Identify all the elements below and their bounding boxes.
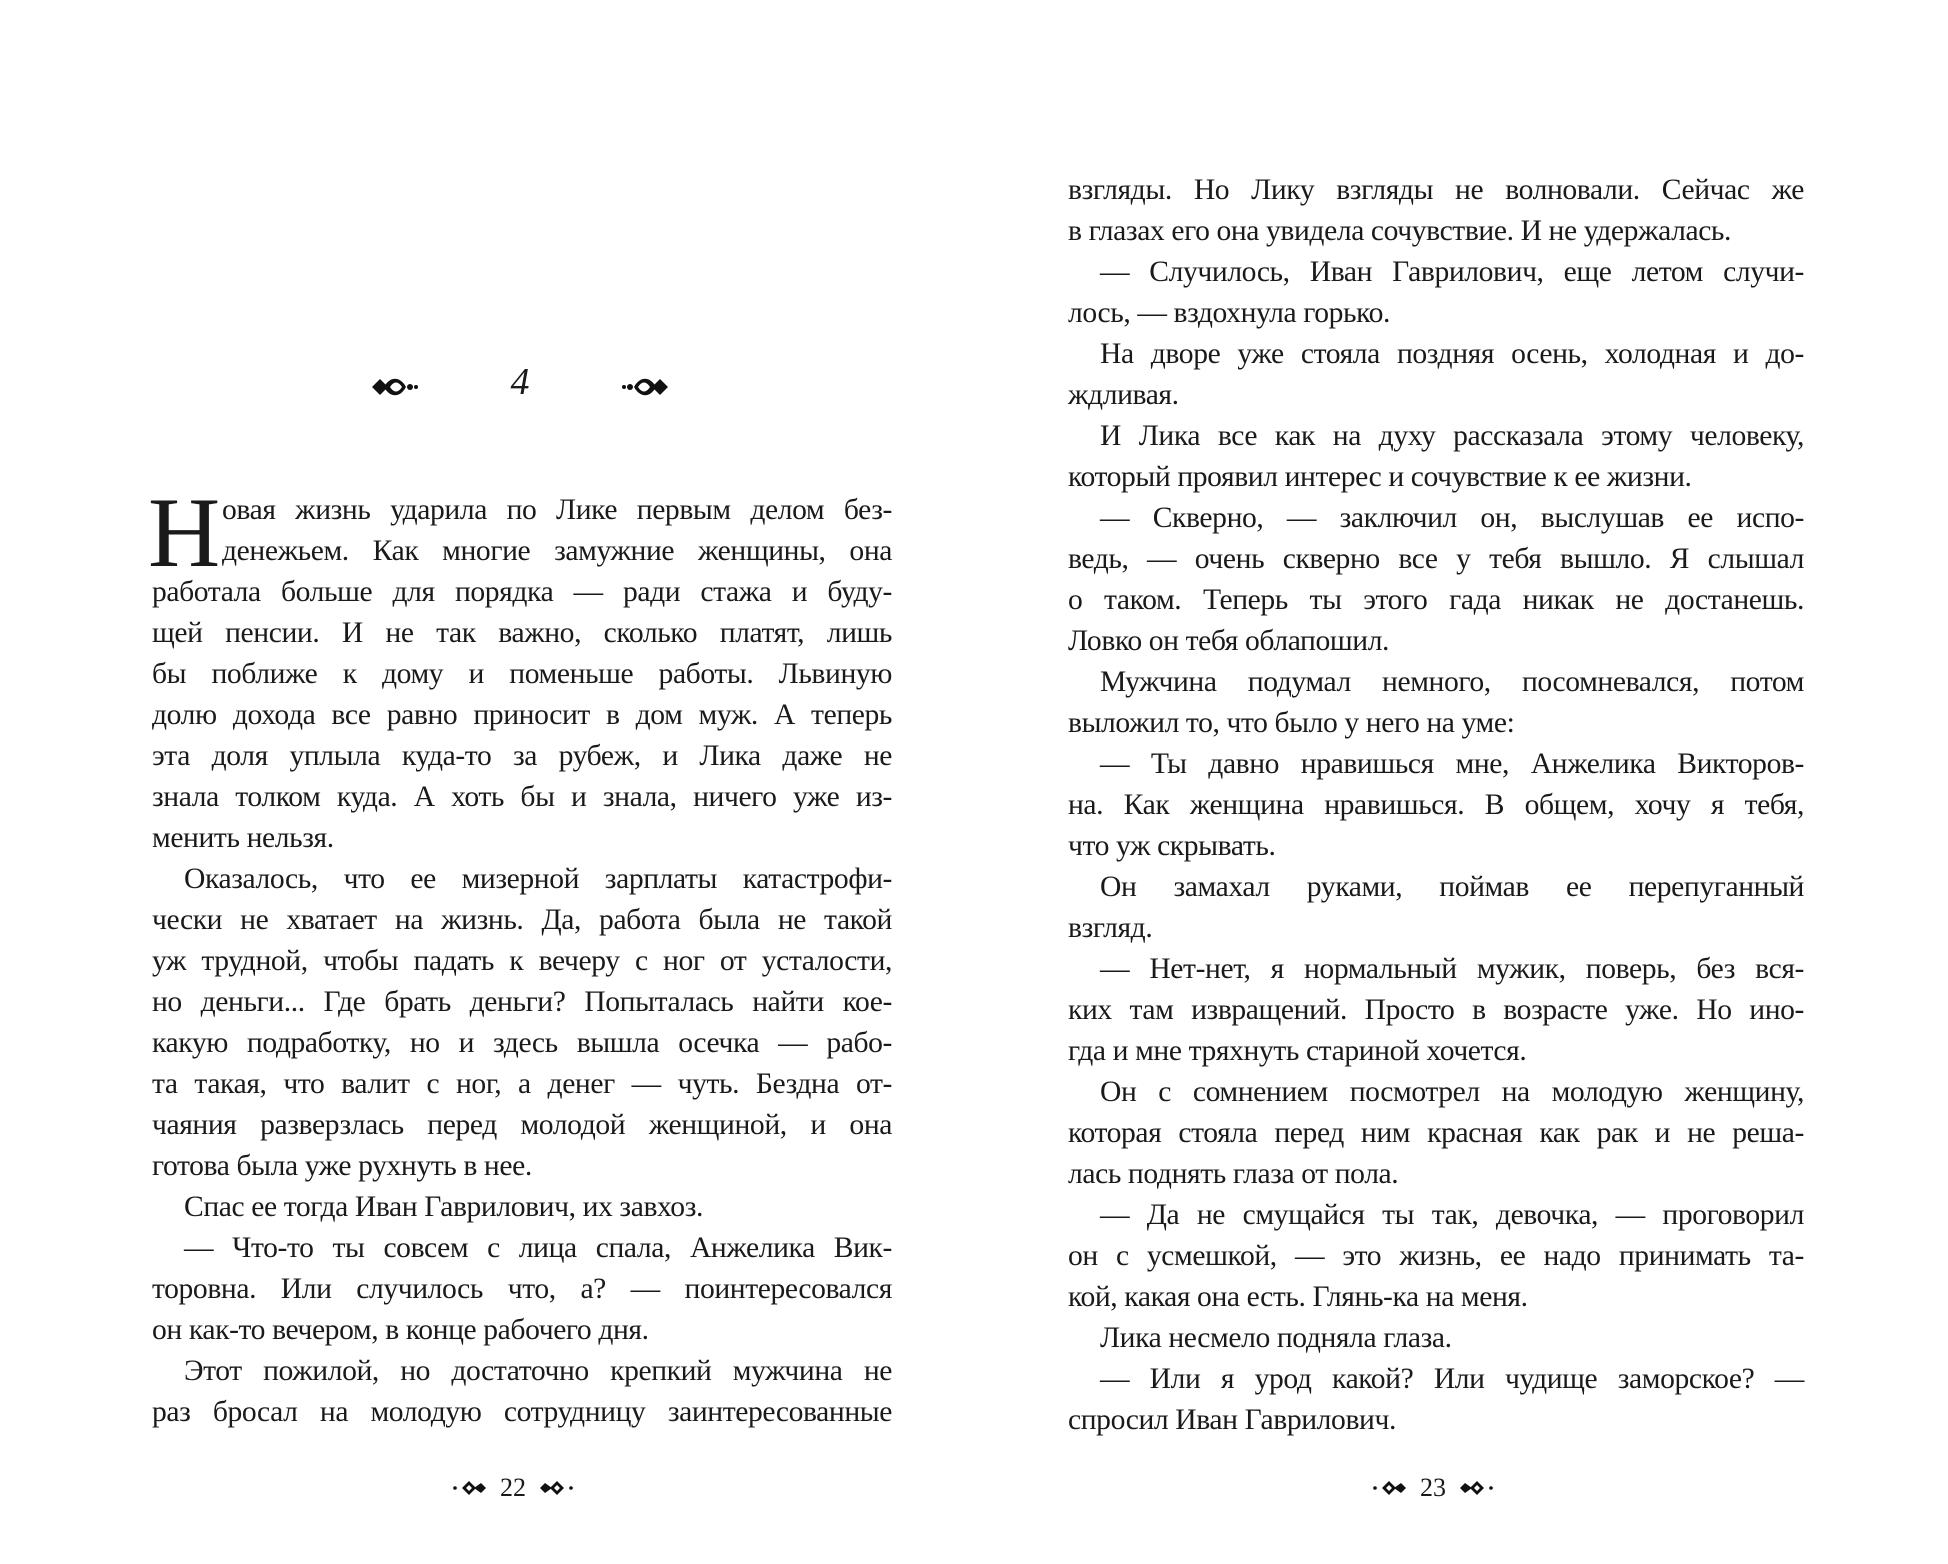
text-line: Мужчина подумал немного, посомневался, потом [1100,666,1804,698]
page-footer [1372,1470,1494,1506]
text-line: торовна. Или случилось что, а? — поинтересовался [152,1273,892,1305]
text-line: Этот пожилой, но достаточно крепкий мужчина не [184,1355,892,1387]
text-line: о таком. Теперь ты этого гада никак не достанешь. [1068,584,1804,616]
text-line: гда и мне тряхнуть стариной хочется. [1068,1035,1527,1067]
text-line: которая стояла перед ним красная как рак и не реша- [1068,1117,1804,1149]
text-line: Оказалось, что ее мизерной зарплаты катастрофи- [184,863,892,895]
text-line: чески не хватает на жизнь. Да, работа была не такой [152,904,892,936]
text-line: бы поближе к дому и поменьше работы. Львиную [152,658,892,690]
text-line: ждливая. [1068,379,1179,411]
text-line: — Скверно, — заключил он, выслушав ее испо- [1100,502,1804,534]
text-line: На дворе уже стояла поздняя осень, холодная и до- [1100,338,1804,370]
chapter-heading [370,352,670,412]
diamond-flourish-icon [538,1480,574,1496]
text-line: что уж скрывать. [1068,830,1276,862]
page-footer [452,1470,574,1506]
page-number: 22 [500,1473,526,1502]
chapter-number: 4 [510,361,530,403]
text-line: ведь, — очень скверно все у тебя вышло. Я слышал [1068,543,1804,575]
text-line: — Нет-нет, я нормальный мужик, поверь, без вся- [1100,953,1804,985]
text-line: ких там извращений. Просто в возрасте уже. Но ино- [1068,994,1804,1026]
text-line: выложил то, что было у него на уме: [1068,707,1515,739]
left-body-text [152,490,892,1433]
text-line: взгляды. Но Лику взгляды не волновали. Сейчас же [1068,174,1804,206]
text-line: но деньги... Где брать деньги? Попыталась найти кое- [152,986,892,1018]
page-number: 23 [1420,1473,1446,1502]
text-line: кой, какая она есть. Глянь-ка на меня. [1068,1281,1528,1313]
text-line: щей пенсии. И не так важно, сколько платят, лишь [152,617,892,649]
text-line: работала больше для порядка — ради стажа и буду- [152,576,892,608]
diamond-flourish-icon [1372,1480,1408,1496]
text-line: Он замахал руками, поймав ее перепуганный [1100,871,1804,903]
text-line: И Лика все как на духу рассказала этому человеку, [1100,420,1804,452]
text-line: Ловко он тебя облапошил. [1068,625,1390,657]
text-line: раз бросал на молодую сотрудницу заинтересованные [152,1396,892,1428]
text-line: знала толком куда. А хоть бы и знала, ничего уже из- [152,781,892,813]
text-line: лось, — вздохнула горько. [1068,297,1390,329]
diamond-flourish-icon [622,374,670,400]
text-line: Лика несмело подняла глаза. [1100,1322,1452,1354]
diamond-flourish-icon [1458,1480,1494,1496]
right-page [974,0,1948,1564]
text-line: менить нельзя. [152,822,334,854]
text-line: лась поднять глаза от пола. [1068,1158,1399,1190]
text-line: овая жизнь ударила по Лике первым делом без- [222,494,892,526]
text-line: та такая, что валит с ног, а денег — чуть. Бездна от- [152,1068,892,1100]
text-line: чаяния разверзлась перед молодой женщиной, и она [152,1109,892,1141]
diamond-flourish-icon [452,1480,488,1496]
text-line: спросил Иван Гаврилович. [1068,1404,1396,1436]
text-line: он как-то вечером, в конце рабочего дня. [152,1314,649,1346]
right-body-text [1068,170,1804,1441]
text-line: — Случилось, Иван Гаврилович, еще летом случи- [1100,256,1804,288]
text-line: — Да не смущайся ты так, девочка, — проговорил [1100,1199,1804,1231]
text-line: Спас ее тогда Иван Гаврилович, их завхоз. [184,1191,703,1223]
text-line: — Что-то ты совсем с лица спала, Анжелика Вик- [184,1232,892,1264]
text-line: который проявил интерес и сочувствие к ее жизни. [1068,461,1692,493]
text-line: на. Как женщина нравишься. В общем, хочу я тебя, [1068,789,1804,821]
diamond-flourish-icon [370,374,418,400]
text-line: денежьем. Как многие замужние женщины, она [222,535,892,567]
text-line: — Ты давно нравишься мне, Анжелика Викторов- [1100,748,1804,780]
drop-cap: Н [148,477,221,588]
text-line: — Или я урод какой? Или чудище заморское? — [1100,1363,1804,1395]
text-line: уж трудной, чтобы падать к вечеру с ног от усталости, [152,945,892,977]
text-line: в глазах его она увидела сочувствие. И не удержалась. [1068,215,1732,247]
text-line: готова была уже рухнуть в нее. [152,1150,532,1182]
text-line: эта доля уплыла куда-то за рубеж, и Лика даже не [152,740,892,772]
text-line: взгляд. [1068,912,1153,944]
text-line: Он с сомнением посмотрел на молодую женщину, [1100,1076,1804,1108]
text-line: он с усмешкой, — это жизнь, ее надо принимать та- [1068,1240,1804,1272]
text-line: какую подработку, но и здесь вышла осечка — рабо- [152,1027,892,1059]
text-line: долю дохода все равно приносит в дом муж. А теперь [152,699,892,731]
